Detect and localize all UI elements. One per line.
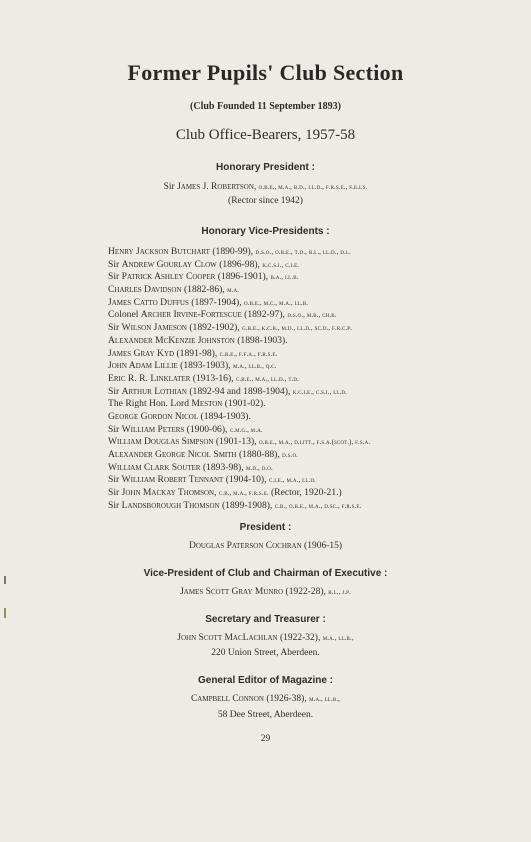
- vice-president-entry: [108, 373, 520, 386]
- vice-president-entry: [108, 411, 520, 424]
- vice-president-note: (Rector, 1920-21.): [268, 487, 342, 499]
- vice-president-name: Arthur Lothian: [121, 385, 187, 397]
- vice-president-entry: [108, 297, 520, 310]
- vice-president-entry: [108, 271, 520, 284]
- vice-president-name: Henry Jackson Butchart: [108, 246, 210, 257]
- honorary-president-heading: Honorary President :: [216, 162, 315, 173]
- editor-address: 58 Dee Street, Aberdeen.: [217, 710, 314, 720]
- vice-president-entry: [108, 474, 520, 487]
- editor-degrees: m.a., ll.b.,: [309, 695, 341, 703]
- secretary-address: 220 Union Street, Aberdeen.: [211, 648, 320, 658]
- vice-president-years: (1893-1903),: [177, 360, 233, 372]
- vice-president-name: Archer Irvine-Fortescue: [140, 309, 242, 321]
- vice-president-degrees: m.d., d.o.: [246, 463, 273, 472]
- vice-president-name: John Mackay Thomson: [121, 487, 215, 499]
- vice-president-name: Landsborough Thomson: [121, 499, 220, 511]
- vice-president-name: James Catto Duffus: [108, 296, 189, 308]
- vice-president-prefix: Colonel: [108, 309, 141, 321]
- vice-president-degrees: m.a., ll.b., q.c.: [232, 362, 277, 371]
- vice-president-name: James Gray Kyd: [108, 347, 175, 359]
- vice-president-years: (1893-98),: [200, 461, 247, 473]
- vice-president-name: Charles Davidson: [108, 284, 182, 296]
- vice-president-name: Eric R. R. Linklater: [108, 372, 191, 384]
- vice-president-years: (1892-97),: [241, 309, 288, 321]
- vice-president-name: John Adam Lillie: [108, 360, 178, 372]
- vice-president-degrees: m.a.: [227, 286, 240, 295]
- section-title-wrap: [0, 60, 531, 86]
- vice-president-years: (1899-1908),: [219, 499, 275, 511]
- vice-president-name: William Peters: [121, 423, 185, 435]
- vice-president-degrees: d.s.o.: [282, 451, 299, 459]
- vice-president-entry: [108, 462, 520, 475]
- vice-president-line: [0, 587, 531, 597]
- vice-president-entry: [108, 487, 520, 500]
- editor-years: (1926-38),: [263, 694, 310, 704]
- vice-president-degrees: k.c.s.i., c.i.e.: [262, 260, 300, 269]
- vice-president-prefix: The Right Hon. Lord: [108, 398, 192, 410]
- vice-president-years: (1892-94 and 1898-1904),: [186, 385, 293, 397]
- vice-president-years: (1898-1903).: [234, 334, 288, 346]
- secretary-years: (1922-32),: [277, 633, 323, 643]
- vice-presidents-list: [108, 246, 520, 512]
- vice-president-degrees: b.l., j.p.: [328, 588, 351, 596]
- vice-president-name: James Scott Gray Munro: [180, 587, 284, 597]
- vice-president-entry: [108, 436, 520, 449]
- president-name: Douglas Paterson Cochran: [188, 541, 302, 551]
- vice-president-degrees: d.s.o., o.b.e., t.d., b.l., ll.d., d.l.: [255, 248, 351, 256]
- vice-president-entry: [108, 500, 520, 513]
- president-heading: President :: [239, 522, 292, 533]
- vice-president-years: (1894-1903).: [198, 410, 251, 422]
- secretary-name: John Scott MacLachlan: [177, 633, 278, 643]
- vice-president-years: (1900-06),: [184, 423, 230, 435]
- vice-president-prefix: Sir: [108, 271, 122, 283]
- vice-president-entry: [108, 284, 520, 297]
- president-years: (1906-15): [301, 541, 343, 551]
- vice-president-degrees: c.b., o.b.e., m.a., d.sc., f.r.s.e.: [274, 501, 362, 510]
- vice-president-years: (1892-1902),: [186, 322, 243, 334]
- vice-president-degrees: c.b., m.a., f.r.s.e.: [218, 489, 269, 498]
- vice-president-years: (1904-10),: [223, 474, 269, 486]
- vice-president-name: William Robert Tennant: [121, 474, 224, 486]
- vice-president-degrees: d.s.o., m.b., ch.b.: [287, 311, 337, 320]
- vice-president-entry: [108, 386, 520, 399]
- secretary-heading: Secretary and Treasurer :: [205, 614, 326, 625]
- vice-president-degrees: o.b.e., m.a., d.litt., f.s.a.(scot.), f.s.a.: [259, 438, 371, 447]
- vice-president-name: Meston: [191, 398, 223, 410]
- secretary-line: [0, 633, 531, 643]
- vice-president-years: (1901-02).: [222, 398, 266, 410]
- vice-president-prefix: Sir: [108, 487, 122, 499]
- margin-mark: [4, 576, 6, 584]
- vice-president-entry: [108, 309, 520, 322]
- honorary-president-name: James J. Robertson,: [177, 182, 257, 192]
- vice-president-entry: [108, 322, 520, 335]
- vice-president-entry: [108, 335, 520, 348]
- vice-president-years: ,: [214, 487, 219, 499]
- vice-president-entry: [108, 398, 520, 411]
- vice-president-entry: [108, 348, 520, 361]
- vice-president-degrees: c.i.e., m.a., ll.d.: [268, 476, 316, 485]
- vice-president-name: Wilson Jameson: [121, 322, 187, 334]
- vice-president-entry: [108, 259, 520, 272]
- vice-president-name: Andrew Gourlay Clow: [121, 258, 217, 270]
- vice-president-heading: Vice-President of Club and Chairman of Executive :: [143, 568, 388, 579]
- vice-presidents-heading: Honorary Vice-Presidents :: [201, 226, 330, 237]
- vice-president-years: (1882-86),: [181, 284, 228, 296]
- president-line: [0, 541, 531, 551]
- founded-note: (Club Founded 11 September 1893): [190, 101, 341, 112]
- vice-president-name: Patrick Ashley Cooper: [121, 271, 216, 283]
- editor-line: [0, 694, 531, 704]
- vice-president-years: (1922-28),: [283, 587, 329, 597]
- vice-president-prefix: Sir: [108, 499, 122, 511]
- vice-president-years: (1890-99),: [209, 246, 256, 257]
- vice-president-prefix: Sir: [108, 423, 122, 435]
- margin-mark: [4, 608, 6, 618]
- vice-president-years: (1901-13),: [213, 436, 260, 448]
- vice-president-prefix: Sir: [108, 474, 122, 486]
- vice-president-name: William Clark Souter: [108, 461, 201, 473]
- honorary-president-degrees: o.b.e., m.a., b.d., ll.d., f.r.s.e., f.e.i.s.: [258, 183, 368, 191]
- vice-president-degrees: c.m.g., m.a.: [229, 425, 263, 434]
- vice-president-degrees: b.a., ll.b.: [270, 273, 299, 282]
- vice-president-years: (1896-1901),: [215, 271, 271, 283]
- editor-heading: General Editor of Magazine :: [197, 675, 334, 686]
- honorary-president-line: [0, 182, 531, 192]
- vice-president-name: Alexander George Nicol Smith: [108, 449, 237, 460]
- vice-president-degrees: g.b.e., k.c.b., m.d., ll.d., sc.d., f.r.c.p.: [242, 324, 353, 333]
- vice-president-years: (1880-88),: [236, 449, 283, 460]
- honorary-president-prefix: Sir: [163, 182, 175, 192]
- vice-president-years: (1896-98),: [216, 258, 263, 270]
- section-title: Former Pupils' Club Section: [127, 60, 404, 85]
- secretary-degrees: m.a., ll.b.,: [322, 634, 354, 642]
- honorary-president-note: (Rector since 1942): [228, 196, 303, 206]
- vice-president-prefix: Sir: [108, 385, 122, 397]
- vice-president-entry: [108, 449, 520, 462]
- vice-president-degrees: c.b.e., m.a., ll.d., t.d.: [235, 374, 299, 383]
- vice-president-entry: [108, 246, 520, 259]
- vice-president-degrees: o.b.e., m.c., m.a., ll.b.: [244, 298, 309, 307]
- vice-president-name: George Gordon Nicol: [108, 410, 199, 422]
- vice-president-degrees: k.c.i.e., c.s.i., ll.d.: [292, 387, 347, 396]
- vice-president-prefix: Sir: [108, 322, 122, 334]
- vice-president-years: (1913-16),: [190, 372, 236, 384]
- editor-name: Campbell Connon: [190, 694, 264, 704]
- vice-president-entry: [108, 424, 520, 437]
- vice-president-name: Alexander McKenzie Johnston: [108, 334, 235, 346]
- vice-president-entry: [108, 360, 520, 373]
- vice-president-name: William Douglas Simpson: [108, 436, 214, 448]
- vice-president-years: (1891-98),: [174, 347, 220, 359]
- page-number: 29: [260, 734, 271, 744]
- office-bearers-title: Club Office-Bearers, 1957-58: [175, 127, 356, 143]
- vice-president-degrees: c.b.e., f.f.a., f.r.s.e.: [219, 349, 278, 358]
- vice-president-prefix: Sir: [108, 258, 122, 270]
- vice-president-years: (1897-1904),: [188, 296, 245, 308]
